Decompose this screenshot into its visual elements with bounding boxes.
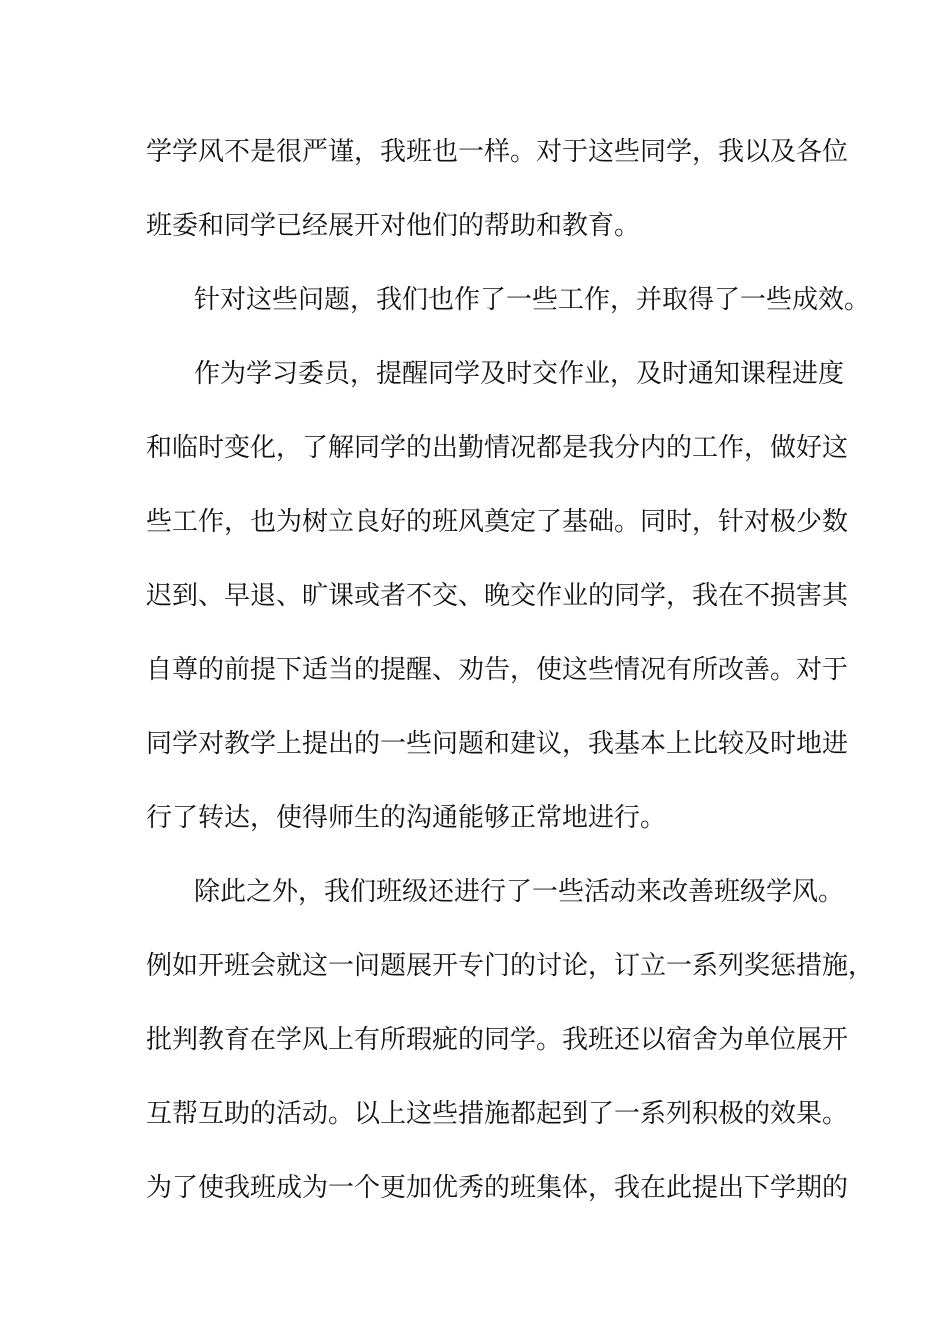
text-line: 和临时变化，了解同学的出勤情况都是我分内的工作，做好这 (146, 433, 849, 463)
body-text (146, 126, 875, 1236)
text-line: 例如开班会就这一问题展开专门的讨论，订立一系列奖惩措施， (146, 951, 875, 981)
paragraph-start-line: 作为学习委员，提醒同学及时交作业，及时通知课程进度 (194, 359, 845, 389)
text-line: 互帮互助的活动。以上这些措施都起到了一系列积极的效果。 (146, 1099, 849, 1129)
text-line: 行了转达，使得师生的沟通能够正常地进行。 (146, 803, 667, 833)
text-line: 迟到、早退、旷课或者不交、晚交作业的同学，我在不损害其 (146, 581, 849, 611)
text-line: 为了使我班成为一个更加优秀的班集体，我在此提出下学期的 (146, 1173, 849, 1203)
text-line: 班委和同学已经展开对他们的帮助和教育。 (146, 211, 641, 241)
paragraph-start-line: 针对这些问题，我们也作了一些工作，并取得了一些成效。 (194, 285, 871, 315)
text-line: 批判教育在学风上有所瑕疵的同学。我班还以宿舍为单位展开 (146, 1025, 849, 1055)
text-line: 些工作，也为树立良好的班风奠定了基础。同时，针对极少数 (146, 507, 849, 537)
text-line: 学学风不是很严谨，我班也一样。对于这些同学，我以及各位 (146, 137, 849, 167)
text-line: 自尊的前提下适当的提醒、劝告，使这些情况有所改善。对于 (146, 655, 849, 685)
paragraph-start-line: 除此之外，我们班级还进行了一些活动来改善班级学风。 (194, 877, 845, 907)
text-line: 同学对教学上提出的一些问题和建议，我基本上比较及时地进 (146, 729, 849, 759)
